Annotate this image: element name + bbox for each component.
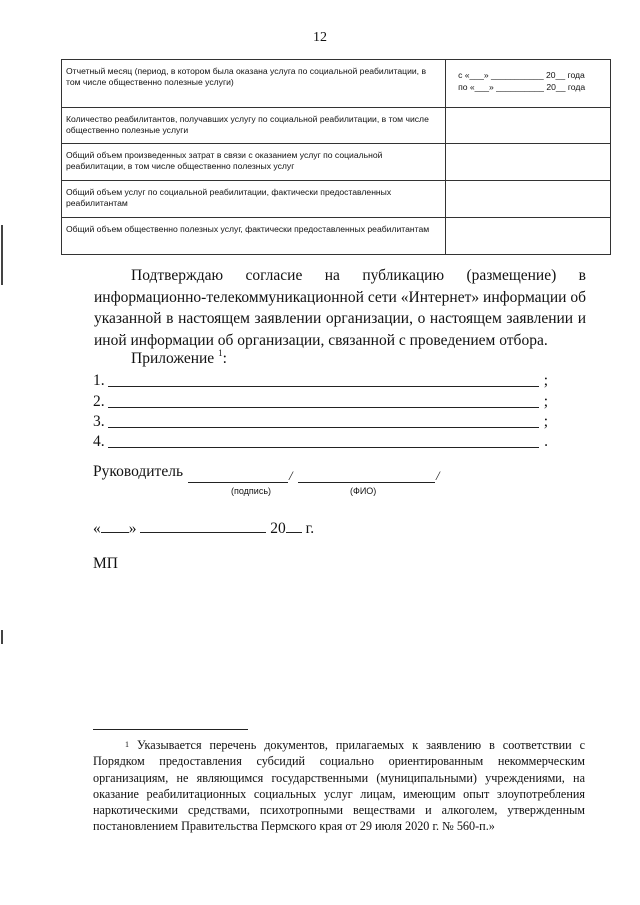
attachment-number: 4. <box>93 433 105 450</box>
stamp-place: МП <box>93 555 118 572</box>
attachment-number: 1. <box>93 372 105 389</box>
full-name-field[interactable] <box>298 482 435 483</box>
signature-field[interactable] <box>188 482 288 483</box>
page-number: 12 <box>313 30 327 45</box>
attachment-punct: ; <box>543 393 548 410</box>
rehabilitants-count-field[interactable] <box>446 108 611 144</box>
table-row <box>62 218 611 255</box>
attachment-blank[interactable] <box>108 447 539 448</box>
period-from: с «___» ___________ 20__ года <box>458 70 585 80</box>
date-open-quote: « <box>93 520 101 537</box>
period-field[interactable] <box>446 60 611 108</box>
date-year-field[interactable] <box>286 519 302 533</box>
head-label: Руководитель <box>93 463 184 480</box>
total-costs-field[interactable] <box>446 144 611 181</box>
row-label-public-services-volume: Общий объем общественно полезных услуг, фактически предоставленных реабилитантам <box>62 218 446 255</box>
attachments-label-text: Приложение <box>131 350 215 367</box>
date-day-field[interactable] <box>101 519 129 533</box>
rehab-services-volume-field[interactable] <box>446 181 611 218</box>
scan-margin-mark <box>1 225 3 285</box>
footnote-ref[interactable]: 1 <box>218 348 223 358</box>
scan-margin-mark <box>1 630 3 644</box>
row-label-total-costs: Общий объем произведенных затрат в связи с оказанием услуг по социальной реабилитации, в том числе общественно полезных услуг <box>62 144 446 181</box>
table-row <box>62 108 611 144</box>
attachment-punct: . <box>544 433 548 450</box>
attachment-blank[interactable] <box>108 407 539 408</box>
footnote-marker: 1 <box>125 740 129 749</box>
attachment-punct: ; <box>543 372 548 389</box>
consent-paragraph: Подтверждаю согласие на публикацию (размещение) в информационно-телекоммуникационной сети «Интернет» информации об указанной в настоящем заявлении организации, о настоящем заявлении и иной информации об организации, связанной с проведением отбора. <box>94 267 586 349</box>
report-table <box>61 59 611 255</box>
public-services-volume-field[interactable] <box>446 218 611 255</box>
date-close-quote: » <box>128 520 137 537</box>
attachment-line[interactable] <box>93 369 548 390</box>
date-month-field[interactable] <box>140 519 266 533</box>
period-to: по «___» __________ 20__ года <box>458 82 586 92</box>
full-name-caption: (ФИО) <box>350 486 377 496</box>
table-row <box>62 144 611 181</box>
slash-separator: / <box>436 468 440 483</box>
date-century: 20 <box>270 520 286 537</box>
attachment-line[interactable] <box>93 430 548 451</box>
footnote <box>93 737 585 835</box>
row-label-rehab-services-volume: Общий объем услуг по социальной реабилитации, фактически предоставленных реабилитантам <box>62 181 446 218</box>
attachment-number: 3. <box>93 413 105 430</box>
signature-caption: (подпись) <box>231 486 272 496</box>
attachment-number: 2. <box>93 393 105 410</box>
attachment-punct: ; <box>543 413 548 430</box>
row-label-reporting-month: Отчетный месяц (период, в котором была оказана услуга по социальной реабилитации, в том числе общественно полезные услуги) <box>62 60 446 108</box>
date-year-suffix: г. <box>305 520 315 537</box>
table-row <box>62 60 611 108</box>
attachment-blank[interactable] <box>108 427 539 428</box>
attachment-line[interactable] <box>93 390 548 411</box>
footnote-divider <box>93 729 248 730</box>
table-row <box>62 181 611 218</box>
date-line <box>93 519 314 538</box>
row-label-rehabilitants-count: Количество реабилитантов, получавших услугу по социальной реабилитации, в том числе общественно полезные услуги <box>62 108 446 144</box>
slash-separator: / <box>289 468 293 483</box>
attachment-line[interactable] <box>93 410 548 431</box>
footnote-text: Указывается перечень документов, прилагаемых к заявлению в соответствии с Порядком предоставления субсидий социально ориентированным некоммерческим организациям, не являющимся государственными (муниципальными) учреждениями, на оказание реабилитационных социальных услуг лицам, имеющим опыт злоупотребления наркотическими средствами, психотропными веществами и алкоголем, утвержденным постановлением Правительства Пермского края от 29 июля 2020 г. № 560-п.» <box>93 738 586 834</box>
attachments-label <box>131 350 227 368</box>
attachment-blank[interactable] <box>108 386 539 387</box>
attachments-colon: : <box>222 350 227 367</box>
